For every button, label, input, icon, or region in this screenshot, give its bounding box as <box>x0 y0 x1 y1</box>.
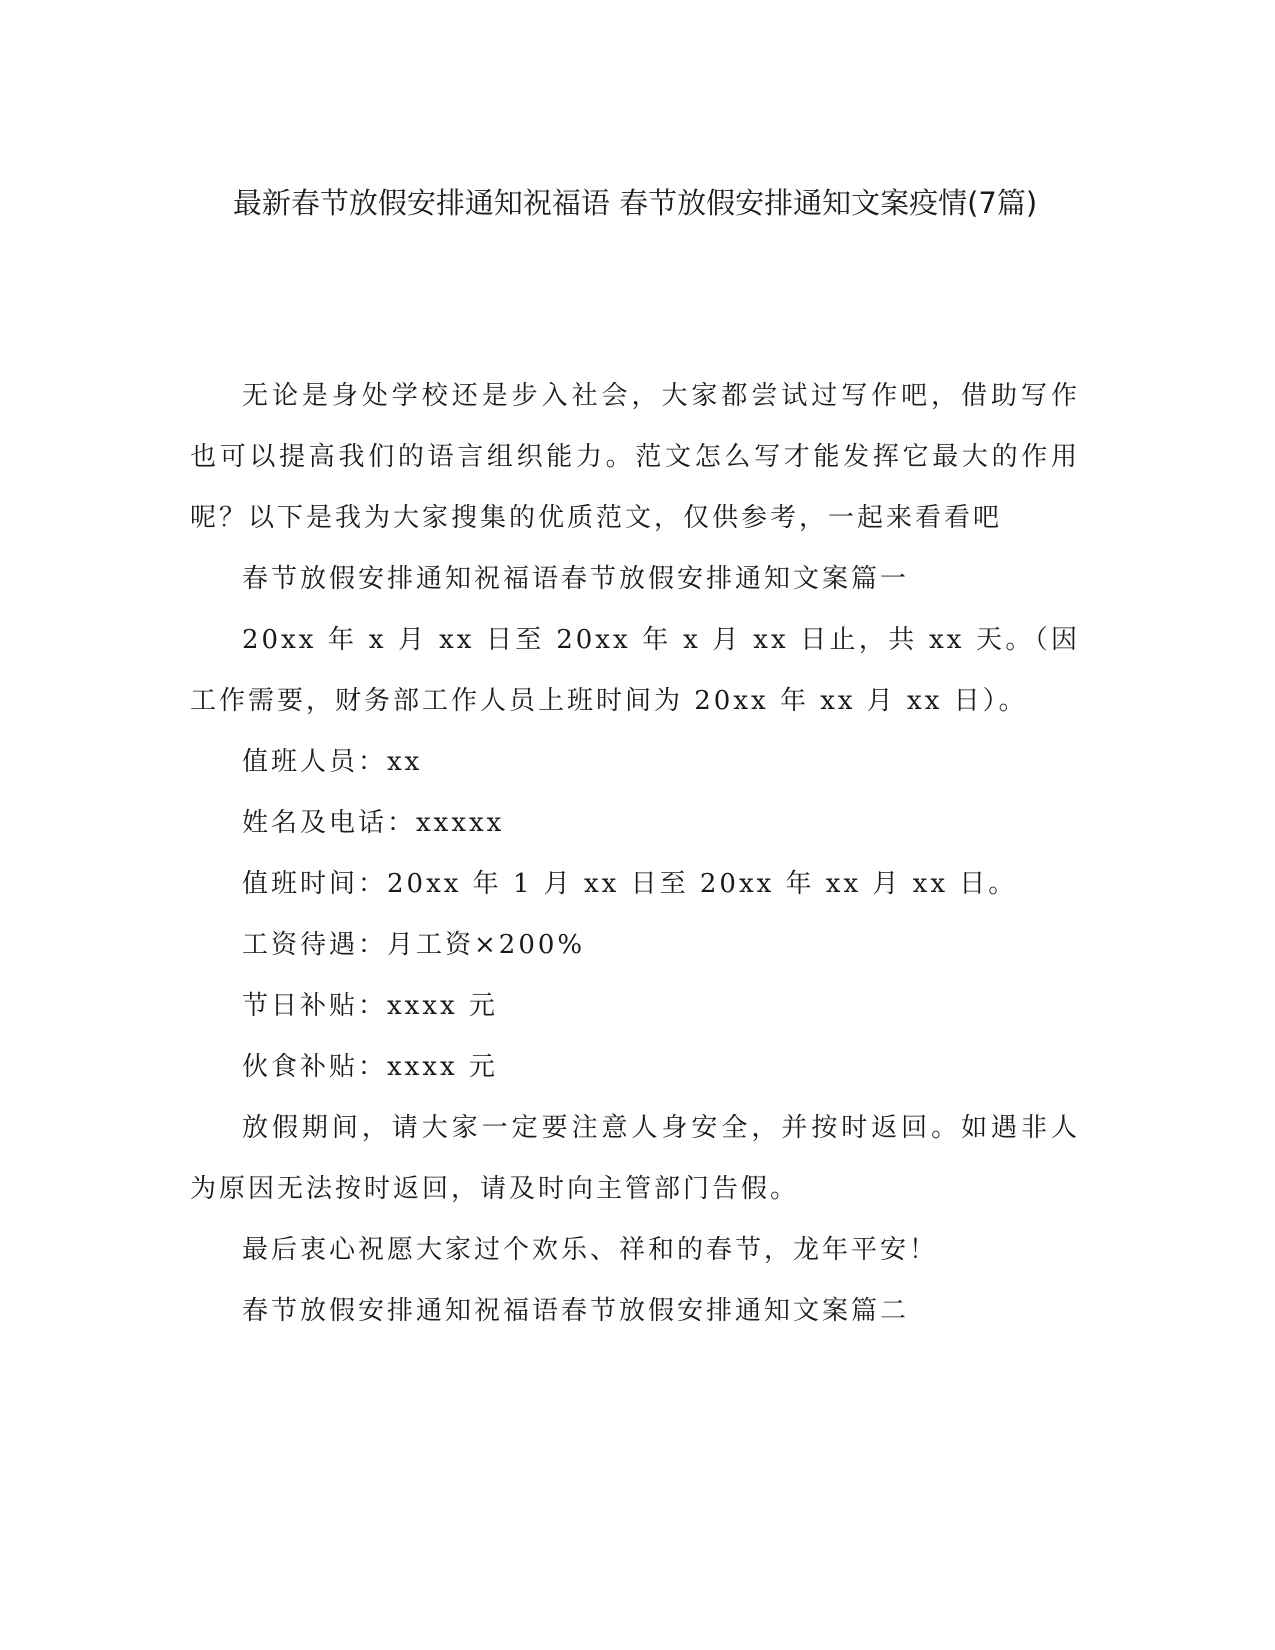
holiday-allowance-line: 节日补贴：xxxx 元 <box>242 991 498 1021</box>
safety-notice-paragraph: 放假期间，请大家一定要注意人身安全，并按时返回。如遇非人为原因无法按时返回，请及时向主管部门告假。 <box>190 1113 1080 1204</box>
document-body <box>190 366 1080 1342</box>
section-heading-1: 春节放假安排通知祝福语春节放假安排通知文案篇一 <box>242 564 910 594</box>
closing-wish-paragraph: 最后衷心祝愿大家过个欢乐、祥和的春节，龙年平安！ <box>242 1235 939 1265</box>
duty-staff-line: 值班人员：xx <box>242 747 423 777</box>
duty-time-line: 值班时间：20xx 年 1 月 xx 日至 20xx 年 xx 月 xx 日。 <box>242 869 1018 899</box>
document-title: 最新春节放假安排通知祝福语 春节放假安排通知文案疫情(7篇) <box>232 186 1038 220</box>
holiday-dates-paragraph: 20xx 年 x 月 xx 日至 20xx 年 x 月 xx 日止，共 xx 天。（因工作需要，财务部工作人员上班时间为 20xx 年 xx 月 xx 日）。 <box>190 625 1080 716</box>
section-heading-2: 春节放假安排通知祝福语春节放假安排通知文案篇二 <box>242 1296 910 1326</box>
meal-allowance-line: 伙食补贴：xxxx 元 <box>242 1052 498 1082</box>
salary-line: 工资待遇：月工资×200% <box>242 930 586 960</box>
name-phone-line: 姓名及电话：xxxxx <box>242 808 505 838</box>
intro-paragraph: 无论是身处学校还是步入社会，大家都尝试过写作吧，借助写作也可以提高我们的语言组织能力。范文怎么写才能发挥它最大的作用呢？以下是我为大家搜集的优质范文，仅供参考，一起来看看吧 <box>190 381 1080 533</box>
